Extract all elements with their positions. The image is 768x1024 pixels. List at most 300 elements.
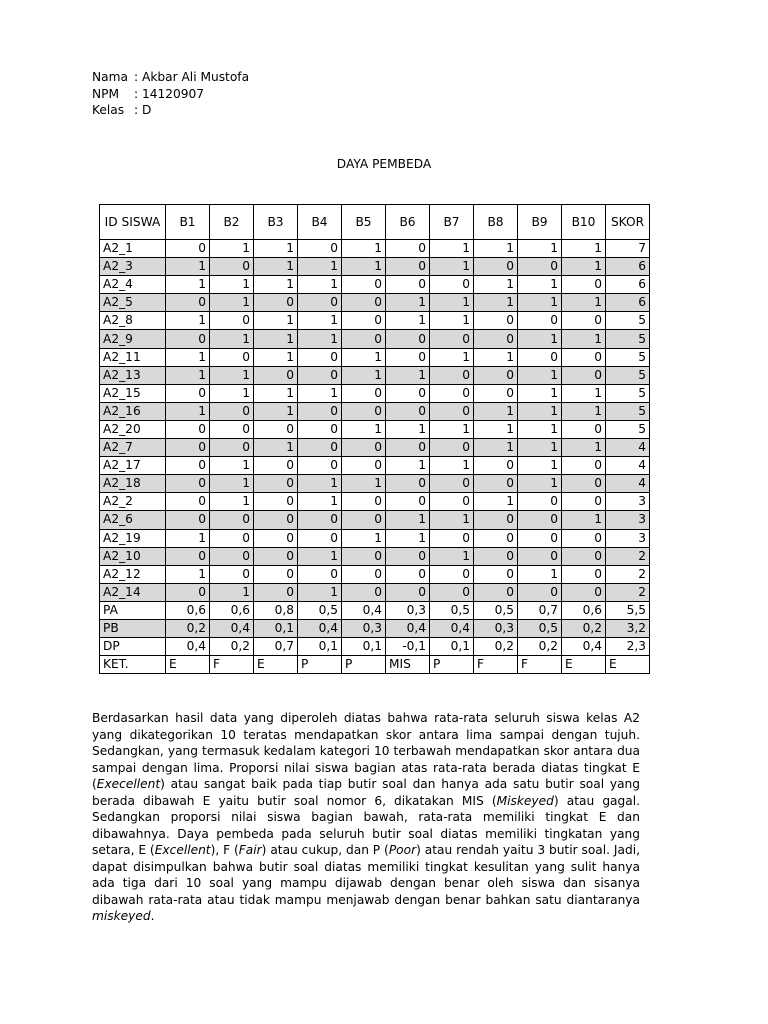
table-cell: 0 bbox=[562, 475, 606, 493]
table-cell: 1 bbox=[298, 475, 342, 493]
table-cell: 5 bbox=[606, 312, 650, 330]
table-cell: 1 bbox=[210, 330, 254, 348]
daya-pembeda-table bbox=[99, 204, 650, 674]
row-id-cell: A2_13 bbox=[100, 366, 166, 384]
table-cell: 0 bbox=[562, 348, 606, 366]
document-title: DAYA PEMBEDA bbox=[336, 157, 432, 171]
table-cell: 1 bbox=[166, 529, 210, 547]
table-cell: 1 bbox=[518, 276, 562, 294]
table-cell: 0 bbox=[342, 493, 386, 511]
table-cell: 1 bbox=[342, 475, 386, 493]
table-row bbox=[100, 420, 650, 438]
table-cell: 0 bbox=[518, 312, 562, 330]
table-cell: E bbox=[606, 656, 650, 674]
table-cell: 1 bbox=[342, 348, 386, 366]
table-cell: 1 bbox=[342, 240, 386, 258]
table-cell: 0 bbox=[386, 276, 430, 294]
row-id-cell: A2_9 bbox=[100, 330, 166, 348]
table-cell: 0 bbox=[562, 529, 606, 547]
table-row bbox=[100, 402, 650, 420]
table-cell: 0 bbox=[298, 420, 342, 438]
table-cell: 1 bbox=[254, 348, 298, 366]
table-cell: 0,7 bbox=[254, 638, 298, 656]
table-cell: 0 bbox=[430, 529, 474, 547]
table-cell: 0 bbox=[518, 547, 562, 565]
table-cell: 0,6 bbox=[166, 601, 210, 619]
italic-term: Fair bbox=[238, 843, 262, 857]
table-cell: 1 bbox=[210, 457, 254, 475]
table-cell: 0 bbox=[430, 583, 474, 601]
table-cell: 1 bbox=[254, 312, 298, 330]
table-cell: 1 bbox=[386, 511, 430, 529]
table-cell: 1 bbox=[518, 384, 562, 402]
header-b9: B9 bbox=[518, 205, 562, 240]
table-cell: F bbox=[474, 656, 518, 674]
table-cell: 0,4 bbox=[430, 619, 474, 637]
paragraph-text: ) atau sangat baik pada tiap butir soal dan hanya ada satu butir soal yang berada dibawah E yaitu butir soal nomor 6, dikatakan MIS ( bbox=[92, 777, 640, 808]
info-value: : 14120907 bbox=[134, 86, 205, 101]
table-cell: 6 bbox=[606, 294, 650, 312]
table-cell: 1 bbox=[210, 493, 254, 511]
table-cell: 1 bbox=[562, 439, 606, 457]
table-cell: 1 bbox=[254, 276, 298, 294]
table-cell: 0 bbox=[386, 565, 430, 583]
table-cell: 1 bbox=[254, 330, 298, 348]
table-cell: 3 bbox=[606, 493, 650, 511]
table-cell: 0 bbox=[210, 547, 254, 565]
table-cell: F bbox=[518, 656, 562, 674]
header-id-siswa: ID SISWA bbox=[100, 205, 166, 240]
row-id-cell: A2_18 bbox=[100, 475, 166, 493]
table-cell: 1 bbox=[254, 402, 298, 420]
header-b3: B3 bbox=[254, 205, 298, 240]
table-row bbox=[100, 384, 650, 402]
table-row bbox=[100, 529, 650, 547]
table-cell: 0 bbox=[254, 529, 298, 547]
row-id-cell: PA bbox=[100, 601, 166, 619]
table-row bbox=[100, 475, 650, 493]
table-cell: 0 bbox=[298, 439, 342, 457]
row-id-cell: A2_1 bbox=[100, 240, 166, 258]
table-cell: 0 bbox=[254, 457, 298, 475]
table-cell: 1 bbox=[298, 258, 342, 276]
table-row bbox=[100, 294, 650, 312]
table-cell: 0 bbox=[298, 240, 342, 258]
table-cell: 1 bbox=[386, 457, 430, 475]
table-cell: F bbox=[210, 656, 254, 674]
table-cell: 0 bbox=[430, 439, 474, 457]
table-cell: 0 bbox=[166, 583, 210, 601]
table-cell: 0 bbox=[474, 312, 518, 330]
table-cell: 0 bbox=[166, 439, 210, 457]
table-cell: 6 bbox=[606, 258, 650, 276]
table-cell: 1 bbox=[166, 348, 210, 366]
italic-term: Poor bbox=[388, 843, 417, 857]
table-cell: 1 bbox=[342, 529, 386, 547]
table-row bbox=[100, 547, 650, 565]
table-cell: 0 bbox=[298, 529, 342, 547]
table-cell: MIS bbox=[386, 656, 430, 674]
table-cell: 0 bbox=[430, 276, 474, 294]
header-b10: B10 bbox=[562, 205, 606, 240]
table-cell: 0 bbox=[166, 294, 210, 312]
table-cell: 1 bbox=[562, 511, 606, 529]
table-cell: 1 bbox=[518, 330, 562, 348]
table-cell: 1 bbox=[254, 384, 298, 402]
table-cell: 1 bbox=[474, 493, 518, 511]
table-row bbox=[100, 439, 650, 457]
table-cell: 0 bbox=[298, 366, 342, 384]
table-cell: 1 bbox=[386, 366, 430, 384]
table-cell: 0,1 bbox=[430, 638, 474, 656]
table-cell: 0 bbox=[342, 583, 386, 601]
table-cell: 3 bbox=[606, 529, 650, 547]
table-cell: 1 bbox=[298, 312, 342, 330]
table-cell: 0 bbox=[430, 402, 474, 420]
table-cell: 0 bbox=[386, 475, 430, 493]
table-cell: 0 bbox=[474, 366, 518, 384]
table-cell: 1 bbox=[474, 294, 518, 312]
table-cell: 0 bbox=[562, 457, 606, 475]
table-cell: 1 bbox=[518, 240, 562, 258]
table-cell: 1 bbox=[430, 457, 474, 475]
table-cell: 5 bbox=[606, 402, 650, 420]
table-cell: 0 bbox=[210, 312, 254, 330]
table-cell: 1 bbox=[562, 294, 606, 312]
student-info bbox=[92, 69, 249, 119]
table-cell: 0 bbox=[386, 258, 430, 276]
row-id-cell: A2_12 bbox=[100, 565, 166, 583]
row-id-cell: A2_19 bbox=[100, 529, 166, 547]
table-cell: 1 bbox=[518, 402, 562, 420]
table-cell: 1 bbox=[562, 402, 606, 420]
table-cell: 0 bbox=[386, 330, 430, 348]
table-cell: 1 bbox=[298, 330, 342, 348]
info-row-nama bbox=[92, 69, 249, 86]
table-cell: 0 bbox=[386, 583, 430, 601]
table-cell: 5,5 bbox=[606, 601, 650, 619]
summary-row bbox=[100, 601, 650, 619]
table-row bbox=[100, 457, 650, 475]
table-cell: 0 bbox=[210, 258, 254, 276]
table-cell: 1 bbox=[254, 439, 298, 457]
table-cell: 1 bbox=[210, 475, 254, 493]
table-cell: 0 bbox=[562, 493, 606, 511]
table-cell: 0 bbox=[474, 258, 518, 276]
paragraph-text: ) atau gagal. Sedangkan proporsi nilai siswa bagian bawah, rata-rata memiliki tingkat E dan dibawahnya. Daya pembeda pada seluruh butir soal diatas memiliki tingkatan yang setara, E ( bbox=[92, 793, 640, 857]
table-cell: 0 bbox=[342, 511, 386, 529]
table-cell: 1 bbox=[562, 384, 606, 402]
table-cell: 1 bbox=[562, 330, 606, 348]
table-cell: 0 bbox=[342, 384, 386, 402]
table-cell: 0,4 bbox=[298, 619, 342, 637]
table-cell: P bbox=[342, 656, 386, 674]
table-cell: 0 bbox=[562, 565, 606, 583]
table-cell: 1 bbox=[342, 258, 386, 276]
row-id-cell: A2_8 bbox=[100, 312, 166, 330]
table-cell: 0,4 bbox=[342, 601, 386, 619]
table-cell: 1 bbox=[518, 294, 562, 312]
table-row bbox=[100, 276, 650, 294]
row-id-cell: KET. bbox=[100, 656, 166, 674]
header-b6: B6 bbox=[386, 205, 430, 240]
table-cell: 0,3 bbox=[342, 619, 386, 637]
table-cell: 1 bbox=[562, 258, 606, 276]
table-cell: 0 bbox=[254, 547, 298, 565]
row-id-cell: A2_3 bbox=[100, 258, 166, 276]
paragraph-text: ) atau rendah yaitu 3 butir soal. Jadi, dapat disimpulkan bahwa butir soal diatas memiliki tingkat kesulitan yang sulit hanya ada tiga dari 10 soal yang mampu dijawab dengan benar oleh siswa dan sisanya dibawah rata-rata atau tidak mampu menjawab dengan benar bahkan satu diantaranya bbox=[92, 843, 640, 907]
table-cell: 1 bbox=[342, 420, 386, 438]
table-cell: 1 bbox=[166, 258, 210, 276]
info-label: Kelas bbox=[92, 103, 125, 117]
table-cell: 0 bbox=[474, 583, 518, 601]
table-cell: 4 bbox=[606, 475, 650, 493]
table-cell: 5 bbox=[606, 348, 650, 366]
table-row bbox=[100, 348, 650, 366]
table-cell: 0 bbox=[210, 511, 254, 529]
header-b2: B2 bbox=[210, 205, 254, 240]
table-cell: E bbox=[562, 656, 606, 674]
table-cell: 1 bbox=[298, 547, 342, 565]
table-row bbox=[100, 583, 650, 601]
table-body bbox=[100, 240, 650, 674]
table-cell: 0 bbox=[430, 493, 474, 511]
table-cell: 0 bbox=[386, 384, 430, 402]
table-cell: 0 bbox=[298, 565, 342, 583]
table-cell: 0 bbox=[430, 565, 474, 583]
table-cell: 5 bbox=[606, 330, 650, 348]
row-id-cell: A2_5 bbox=[100, 294, 166, 312]
row-id-cell: A2_17 bbox=[100, 457, 166, 475]
table-cell: 0 bbox=[474, 529, 518, 547]
table-cell: 0 bbox=[386, 493, 430, 511]
table-cell: 3 bbox=[606, 511, 650, 529]
italic-term: Execellent bbox=[96, 777, 161, 791]
table-header-row bbox=[100, 205, 650, 240]
table-cell: 0 bbox=[430, 475, 474, 493]
table-cell: 0 bbox=[386, 439, 430, 457]
table-cell: 2 bbox=[606, 547, 650, 565]
table-cell: 1 bbox=[298, 493, 342, 511]
table-cell: 0 bbox=[430, 384, 474, 402]
table-cell: 0 bbox=[210, 402, 254, 420]
table-cell: 1 bbox=[210, 366, 254, 384]
row-id-cell: A2_14 bbox=[100, 583, 166, 601]
italic-term: Excellent bbox=[154, 843, 211, 857]
table-cell: 2 bbox=[606, 583, 650, 601]
table-cell: 0 bbox=[518, 348, 562, 366]
header-b7: B7 bbox=[430, 205, 474, 240]
table-cell: 1 bbox=[210, 384, 254, 402]
table-cell: 0 bbox=[474, 384, 518, 402]
table-cell: 0 bbox=[166, 240, 210, 258]
table-cell: 1 bbox=[166, 276, 210, 294]
table-cell: 0 bbox=[298, 457, 342, 475]
table-cell: 0 bbox=[298, 511, 342, 529]
table-cell: 0 bbox=[298, 348, 342, 366]
table-cell: 0 bbox=[342, 294, 386, 312]
table-cell: 1 bbox=[342, 366, 386, 384]
table-cell: 1 bbox=[430, 511, 474, 529]
table-cell: 0 bbox=[518, 493, 562, 511]
paragraph-text: ), F ( bbox=[210, 843, 239, 857]
row-id-cell: A2_7 bbox=[100, 439, 166, 457]
table-cell: 1 bbox=[474, 240, 518, 258]
table-cell: 4 bbox=[606, 439, 650, 457]
table-cell: 0 bbox=[254, 294, 298, 312]
header-b5: B5 bbox=[342, 205, 386, 240]
table-cell: 1 bbox=[518, 420, 562, 438]
italic-term: Miskeyed bbox=[496, 793, 554, 808]
table-cell: 1 bbox=[518, 475, 562, 493]
table-cell: 0,2 bbox=[166, 619, 210, 637]
table-cell: 1 bbox=[430, 312, 474, 330]
table-cell: 5 bbox=[606, 384, 650, 402]
table-row bbox=[100, 565, 650, 583]
table-cell: 0,5 bbox=[518, 619, 562, 637]
table-cell: 6 bbox=[606, 276, 650, 294]
row-id-cell: A2_15 bbox=[100, 384, 166, 402]
table-cell: 0 bbox=[562, 420, 606, 438]
table-cell: 0,5 bbox=[298, 601, 342, 619]
table-cell: 0,1 bbox=[254, 619, 298, 637]
table-cell: 0 bbox=[430, 330, 474, 348]
table-cell: 0,4 bbox=[210, 619, 254, 637]
table-cell: 1 bbox=[518, 366, 562, 384]
table-cell: 1 bbox=[166, 312, 210, 330]
table-cell: 0 bbox=[210, 439, 254, 457]
table-cell: 0 bbox=[562, 583, 606, 601]
table-cell: 1 bbox=[298, 583, 342, 601]
table-cell: 0,2 bbox=[474, 638, 518, 656]
italic-term: miskeyed bbox=[92, 909, 151, 923]
table-cell: 1 bbox=[254, 240, 298, 258]
table-cell: 0 bbox=[342, 439, 386, 457]
table-cell: 0 bbox=[386, 402, 430, 420]
table-cell: 0 bbox=[298, 402, 342, 420]
table-cell: 0,2 bbox=[210, 638, 254, 656]
table-cell: P bbox=[298, 656, 342, 674]
table-cell: 1 bbox=[386, 294, 430, 312]
table-cell: 1 bbox=[474, 420, 518, 438]
table-cell: 0 bbox=[254, 493, 298, 511]
table-cell: 0,4 bbox=[166, 638, 210, 656]
table-cell: 0 bbox=[254, 420, 298, 438]
table-cell: 0 bbox=[386, 348, 430, 366]
table-cell: 0 bbox=[518, 258, 562, 276]
table-cell: 0 bbox=[518, 583, 562, 601]
table-cell: E bbox=[166, 656, 210, 674]
table-cell: 0,5 bbox=[474, 601, 518, 619]
table-row bbox=[100, 312, 650, 330]
table-cell: 1 bbox=[210, 583, 254, 601]
table-cell: 4 bbox=[606, 457, 650, 475]
table-cell: 1 bbox=[430, 348, 474, 366]
row-id-cell: A2_16 bbox=[100, 402, 166, 420]
table-cell: 0 bbox=[166, 547, 210, 565]
table-row bbox=[100, 330, 650, 348]
row-id-cell: A2_10 bbox=[100, 547, 166, 565]
table-cell: 0,4 bbox=[562, 638, 606, 656]
table-cell: 1 bbox=[518, 439, 562, 457]
table-cell: 2,3 bbox=[606, 638, 650, 656]
table-cell: 0 bbox=[166, 420, 210, 438]
table-cell: 0 bbox=[562, 366, 606, 384]
table-cell: 1 bbox=[298, 384, 342, 402]
header-b4: B4 bbox=[298, 205, 342, 240]
header-skor: SKOR bbox=[606, 205, 650, 240]
table-row bbox=[100, 258, 650, 276]
table-cell: 0 bbox=[254, 475, 298, 493]
table-cell: 1 bbox=[166, 565, 210, 583]
table-cell: 0 bbox=[342, 457, 386, 475]
table-cell: 0 bbox=[166, 330, 210, 348]
paragraph-text: ) atau cukup, dan P ( bbox=[261, 843, 389, 857]
table-cell: 0 bbox=[342, 276, 386, 294]
table-cell: 0 bbox=[562, 312, 606, 330]
table-cell: 1 bbox=[474, 439, 518, 457]
table-cell: 0,6 bbox=[562, 601, 606, 619]
table-cell: 1 bbox=[386, 420, 430, 438]
table-cell: 1 bbox=[210, 276, 254, 294]
table-row bbox=[100, 511, 650, 529]
table-cell: 1 bbox=[430, 258, 474, 276]
summary-row bbox=[100, 619, 650, 637]
table-cell: 0 bbox=[342, 565, 386, 583]
table-cell: 0 bbox=[210, 529, 254, 547]
table-cell: 0 bbox=[562, 547, 606, 565]
info-value: : D bbox=[134, 103, 152, 117]
table-cell: 0 bbox=[166, 511, 210, 529]
info-label: NPM bbox=[92, 86, 119, 101]
row-id-cell: A2_4 bbox=[100, 276, 166, 294]
paragraph-text: Berdasarkan hasil data yang diperoleh diatas bahwa rata-rata seluruh siswa kelas A2 yang dikategorikan 10 teratas mendapatkan skor antara lima sampai dengan tujuh. Sedangkan, yang termasuk kedalam kategori 10 terbawah mendapatkan skor antara dua sampai dengan lima. Proporsi nilai siswa bagian atas rata-rata berada diatas tingkat E ( bbox=[92, 711, 640, 791]
table-cell: 0 bbox=[210, 348, 254, 366]
table-cell: 0 bbox=[342, 312, 386, 330]
table-cell: 1 bbox=[166, 402, 210, 420]
table-cell: 1 bbox=[298, 276, 342, 294]
table-cell: 0 bbox=[474, 330, 518, 348]
table-cell: 0 bbox=[474, 511, 518, 529]
table-cell: 1 bbox=[430, 240, 474, 258]
table-cell: 0 bbox=[518, 511, 562, 529]
table-cell: 1 bbox=[430, 294, 474, 312]
table-cell: 0 bbox=[254, 583, 298, 601]
table-cell: E bbox=[254, 656, 298, 674]
table-cell: 0 bbox=[474, 475, 518, 493]
table-cell: 1 bbox=[210, 294, 254, 312]
table-cell: 0,3 bbox=[474, 619, 518, 637]
header-b1: B1 bbox=[166, 205, 210, 240]
table-cell: 0 bbox=[474, 547, 518, 565]
table-cell: 0,4 bbox=[386, 619, 430, 637]
table-cell: 1 bbox=[518, 457, 562, 475]
table-cell: 1 bbox=[254, 258, 298, 276]
table-cell: 0 bbox=[254, 565, 298, 583]
table-cell: 0 bbox=[518, 529, 562, 547]
table-cell: 1 bbox=[474, 402, 518, 420]
table-cell: -0,1 bbox=[386, 638, 430, 656]
table-cell: 0 bbox=[342, 330, 386, 348]
row-id-cell: A2_6 bbox=[100, 511, 166, 529]
table-cell: 0,1 bbox=[298, 638, 342, 656]
table-cell: 0 bbox=[166, 475, 210, 493]
table-cell: 0 bbox=[474, 565, 518, 583]
table-cell: 5 bbox=[606, 366, 650, 384]
table-cell: 0 bbox=[254, 366, 298, 384]
table-cell: 0,2 bbox=[562, 619, 606, 637]
table-cell: 5 bbox=[606, 420, 650, 438]
